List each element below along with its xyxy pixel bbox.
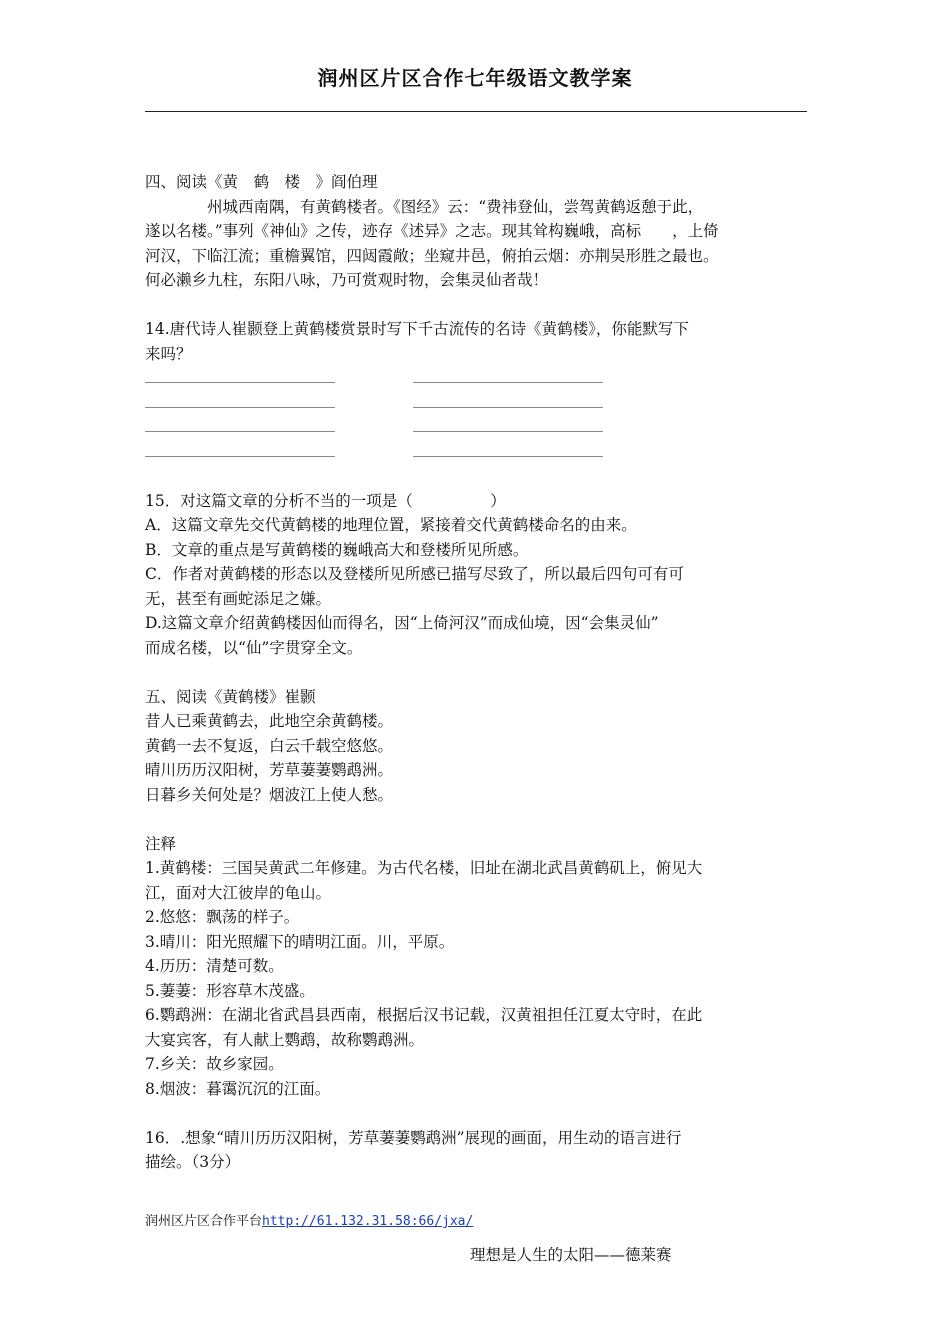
q16-text: 描绘。（3分） [145,1153,241,1171]
footer-link[interactable]: http://61.132.31.58:66/jxa/ [262,1214,474,1229]
q15-option: C．作者对黄鹤楼的形态以及登楼所见所感已描写尽致了，所以最后四句可有可 [145,565,684,583]
answer-row [145,366,809,391]
q15-option: 无，甚至有画蛇添足之嫌。 [145,589,332,608]
q15-option: B．文章的重点是写黄鹤楼的巍峨高大和登楼所见所感。 [145,540,529,559]
q15-question: 15．对这篇文章的分析不当的一项是（ ） [145,491,506,510]
note-item: 大宴宾客，有人献上鹦鹉，故称鹦鹉洲。 [145,1030,425,1049]
poem-line: 黄鹤一去不复返，白云千载空悠悠。 [145,736,394,755]
poem-line: 日暮乡关何处是？烟波江上使人愁。 [145,785,394,804]
note-item: 2.悠悠：飘荡的样子。 [145,908,300,926]
q15-option: A．这篇文章先交代黄鹤楼的地理位置，紧接着交代黄鹤楼命名的由来。 [145,516,637,534]
q15-option: D.这篇文章介绍黄鹤楼因仙而得名，因“上倚河汉”而成仙境，因“会集灵仙” [145,614,659,632]
worksheet-body [145,170,809,1175]
section4-paragraph-line: 河汉，下临江流；重檐翼馆，四闼霞敞；坐窥井邑，俯拍云烟：亦荆吴形胜之最也。 [145,246,719,265]
answer-blank[interactable] [145,407,335,408]
note-item: 4.历历：清楚可数。 [145,957,284,975]
poem-line: 晴川历历汉阳树，芳草萋萋鹦鹉洲。 [145,761,394,779]
note-item: 5.萋萋：形容草木茂盛。 [145,981,315,1000]
notes-heading: 注释 [145,834,177,853]
answer-blank[interactable] [145,382,335,383]
answer-blank[interactable] [413,431,603,432]
answer-row [145,440,809,465]
section4-paragraph-line: 遂以名楼。”事列《神仙》之传，迹存《述异》之志。现其耸构巍峨，高标 ，上倚 [145,222,719,240]
answer-blank[interactable] [145,431,335,432]
section4-paragraph-line: 何必濑乡九柱，东阳八咏，乃可赏观时物，会集灵仙者哉！ [145,271,549,289]
footer [145,1210,473,1229]
note-item: 1.黄鹤楼：三国吴黄武二年修建。为古代名楼，旧址在湖北武昌黄鹤矶上，俯见大 [145,859,703,877]
q14-text: 来吗？ [145,344,192,363]
q14-text: 14.唐代诗人崔颢登上黄鹤楼赏景时写下千古流传的名诗《黄鹤楼》，你能默写下 [145,320,689,338]
section4-heading: 四、阅读《黄 鹤 楼 》阎伯理 [145,173,378,191]
q15-option: 而成名楼，以“仙”字贯穿全文。 [145,638,363,657]
section4-paragraph-line: 州城西南隅，有黄鹤楼者。《图经》云：“费祎登仙，尝驾黄鹤返憩于此， [145,197,704,216]
answer-blank[interactable] [145,456,335,457]
footer-label: 润州区片区合作平台 [145,1214,263,1229]
poem-line: 昔人已乘黄鹤去，此地空余黄鹤楼。 [145,712,394,730]
note-item: 7.乡关：故乡家园。 [145,1055,284,1073]
answer-row [145,415,809,440]
note-item: 6.鹦鹉洲：在湖北省武昌县西南，根据后汉书记载，汉黄祖担任江夏太守时，在此 [145,1006,703,1024]
header-divider [145,111,807,112]
note-item: 江，面对大江彼岸的龟山。 [145,883,332,902]
answer-row [145,391,809,416]
answer-blank[interactable] [413,382,603,383]
q16-text: 16．.想象“晴川历历汉阳树，芳草萋萋鹦鹉洲”展现的画面，用生动的语言进行 [145,1128,682,1147]
page-header-title: 润州区片区合作七年级语文教学案 [317,66,633,90]
answer-blank[interactable] [413,456,603,457]
section5-heading: 五、阅读《黄鹤楼》崔颢 [145,687,316,706]
note-item: 3.晴川：阳光照耀下的晴明江面。川，平原。 [145,932,455,951]
footer-motto: 理想是人生的太阳——德莱赛 [470,1246,672,1264]
note-item: 8.烟波：暮霭沉沉的江面。 [145,1079,331,1098]
answer-blank[interactable] [413,407,603,408]
